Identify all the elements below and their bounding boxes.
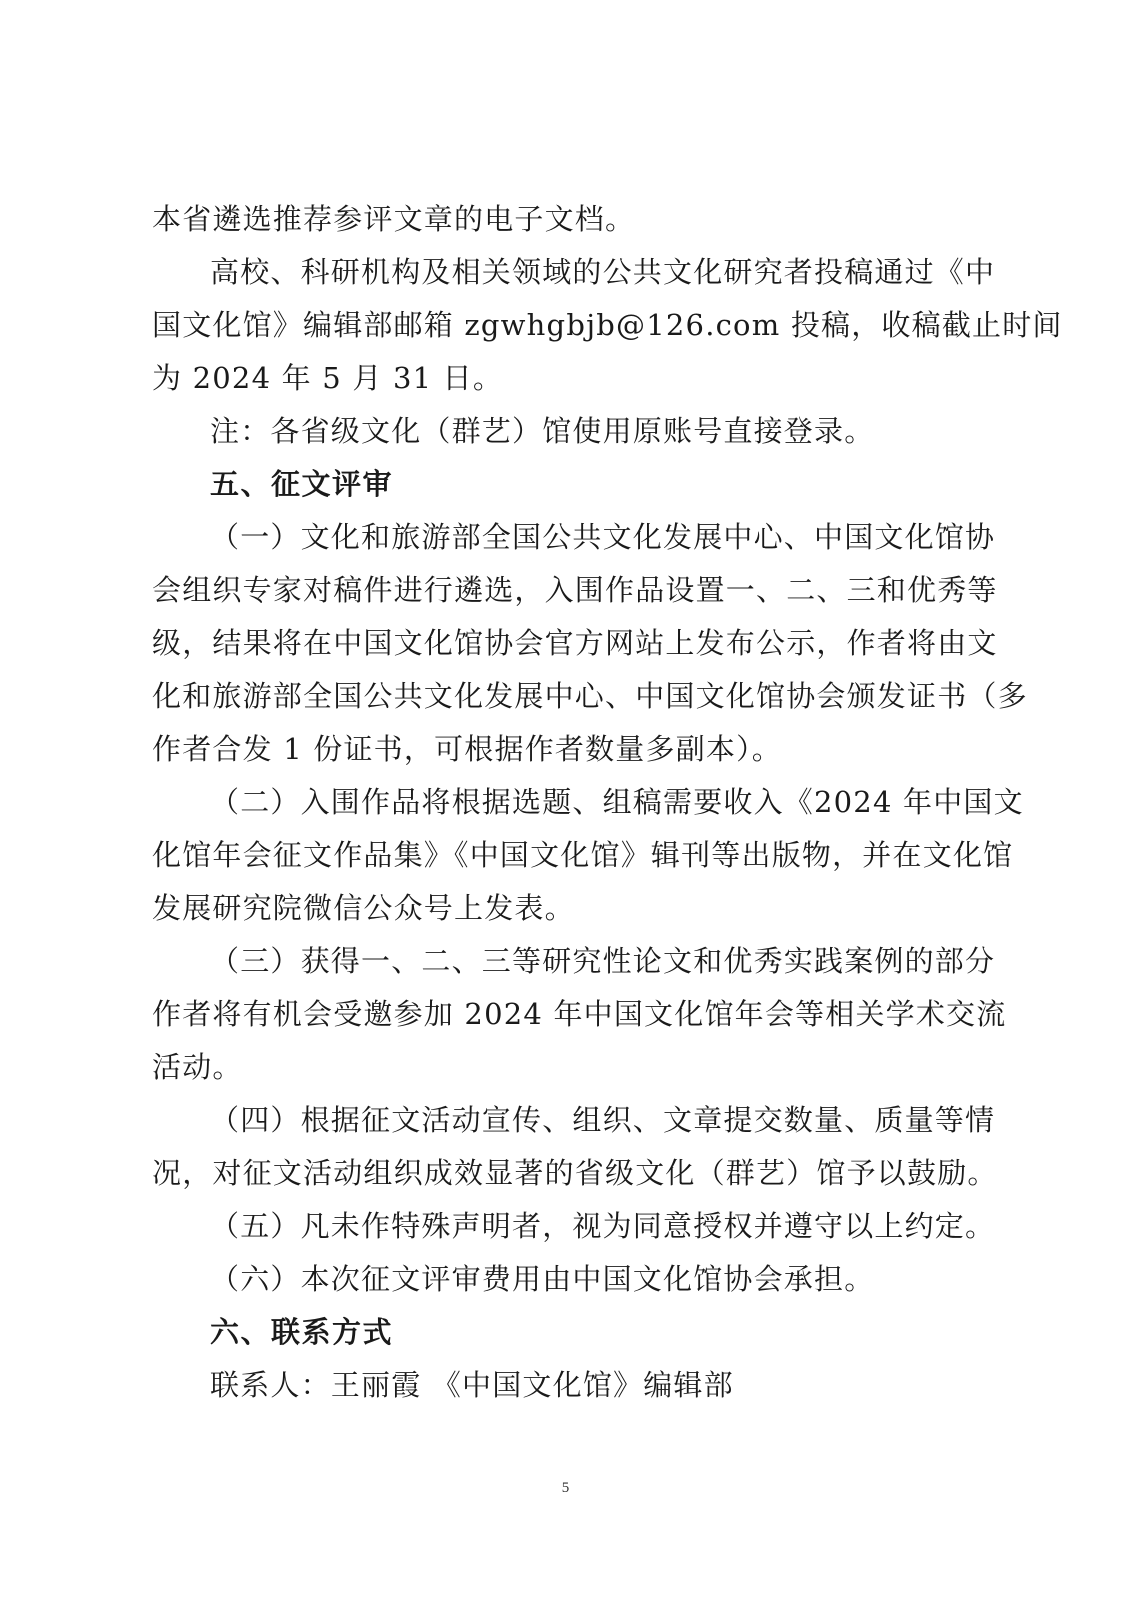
- contact-line: 联系人：王丽霞 《中国文化馆》编辑部: [210, 1368, 734, 1402]
- review-item-3-line-1: （三）获得一、二、三等研究性论文和优秀实践案例的部分: [210, 944, 996, 978]
- section-heading-review: 五、征文评审: [210, 467, 394, 501]
- review-item-5: （五）凡未作特殊声明者，视为同意授权并遵守以上约定。: [210, 1209, 996, 1243]
- note-line: 注：各省级文化（群艺）馆使用原账号直接登录。: [210, 414, 875, 448]
- review-item-3-line-3: 活动。: [152, 1050, 243, 1084]
- page-number: 5: [561, 1480, 570, 1496]
- review-item-4-line-1: （四）根据征文活动宣传、组织、文章提交数量、质量等情: [210, 1103, 996, 1137]
- review-item-1-line-1: （一）文化和旅游部全国公共文化发展中心、中国文化馆协: [210, 520, 996, 554]
- review-item-2-line-2: 化馆年会征文作品集》《中国文化馆》辑刊等出版物，并在文化馆: [152, 838, 1014, 872]
- section-heading-contact: 六、联系方式: [210, 1315, 394, 1349]
- review-item-4-line-2: 况，对征文活动组织成效显著的省级文化（群艺）馆予以鼓励。: [152, 1156, 998, 1190]
- paragraph-submission-line-3: 为 2024 年 5 月 31 日。: [152, 361, 504, 395]
- review-item-1-line-4: 化和旅游部全国公共文化发展中心、中国文化馆协会颁发证书（多: [152, 679, 1028, 713]
- review-item-1-line-3: 级，结果将在中国文化馆协会官方网站上发布公示，作者将由文: [152, 626, 998, 660]
- review-item-2-line-1: （二）入围作品将根据选题、组稿需要收入《2024 年中国文: [210, 785, 1024, 819]
- review-item-2-line-3: 发展研究院微信公众号上发表。: [152, 891, 575, 925]
- paragraph-submission-line-1: 高校、科研机构及相关领域的公共文化研究者投稿通过《中: [210, 255, 996, 289]
- review-item-6: （六）本次征文评审费用由中国文化馆协会承担。: [210, 1262, 875, 1296]
- review-item-3-line-2: 作者将有机会受邀参加 2024 年中国文化馆年会等相关学术交流: [152, 997, 1007, 1031]
- review-item-1-line-2: 会组织专家对稿件进行遴选，入围作品设置一、二、三和优秀等: [152, 573, 998, 607]
- review-item-1-line-5: 作者合发 1 份证书，可根据作者数量多副本）。: [152, 732, 782, 766]
- paragraph-submission-line-2: 国文化馆》编辑部邮箱 zgwhgbjb@126.com 投稿，收稿截止时间: [152, 308, 1063, 342]
- text-line-continuation: 本省遴选推荐参评文章的电子文档。: [152, 202, 636, 236]
